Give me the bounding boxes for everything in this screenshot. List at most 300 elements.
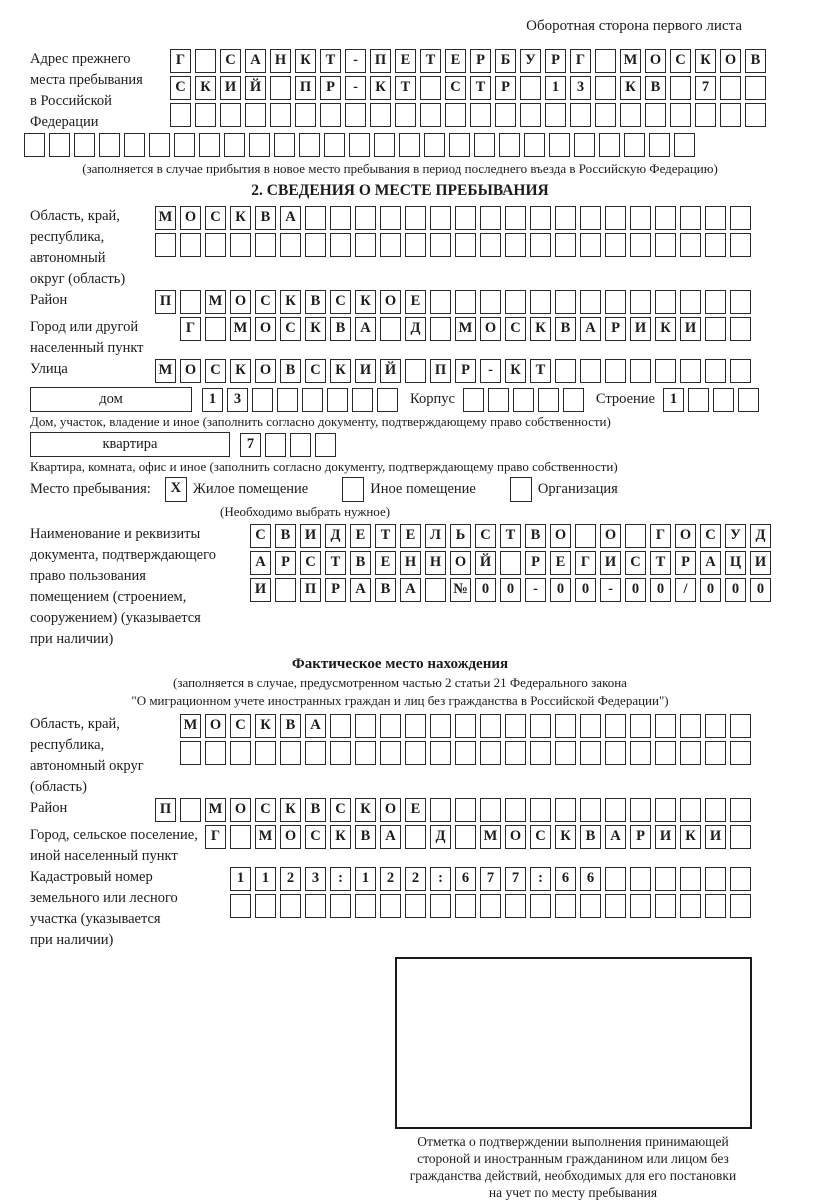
char-cell xyxy=(455,741,476,765)
char-cell xyxy=(630,714,651,738)
char-cell xyxy=(730,798,751,822)
gorod-factual-label xyxy=(30,825,205,867)
char-cell xyxy=(730,290,751,314)
char-cell: С xyxy=(505,317,526,341)
char-cell: Н xyxy=(400,551,421,575)
kvartira-label-box: квартира xyxy=(30,432,230,457)
char-cell xyxy=(555,359,576,383)
checkbox-inoe-pomeshchenie xyxy=(342,477,364,502)
char-cell xyxy=(655,894,676,918)
char-cell: Е xyxy=(445,49,466,73)
char-cell xyxy=(377,388,398,412)
label-line: право пользования xyxy=(30,568,146,584)
char-cell xyxy=(280,233,301,257)
char-cell: О xyxy=(450,551,471,575)
char-cell xyxy=(295,103,316,127)
char-cell: 1 xyxy=(255,867,276,891)
label-line: Город, сельское поселение, xyxy=(30,827,198,843)
char-grid-row xyxy=(170,103,770,127)
char-cell xyxy=(370,103,391,127)
char-cell xyxy=(605,714,626,738)
char-cell: Е xyxy=(395,49,416,73)
char-cell xyxy=(420,76,441,100)
char-cell xyxy=(580,894,601,918)
char-cell xyxy=(630,290,651,314)
char-cell: М xyxy=(180,714,201,738)
char-cell: М xyxy=(230,317,251,341)
char-cell xyxy=(24,133,45,157)
char-cell xyxy=(195,49,216,73)
char-cell xyxy=(555,894,576,918)
char-cell xyxy=(530,714,551,738)
char-cell xyxy=(605,206,626,230)
char-cell: В xyxy=(330,317,351,341)
stroenie-label: Строение xyxy=(595,391,655,407)
char-cell: 1 xyxy=(663,388,684,412)
section2-title: 2. СВЕДЕНИЯ О МЕСТЕ ПРЕБЫВАНИЯ xyxy=(251,182,549,199)
char-cell xyxy=(555,798,576,822)
label-line: Адрес прежнего xyxy=(30,51,131,67)
char-cell: К xyxy=(555,825,576,849)
char-cell xyxy=(395,103,416,127)
char-cell: Е xyxy=(375,551,396,575)
char-cell: О xyxy=(205,714,226,738)
char-cell xyxy=(99,133,120,157)
char-cell: О xyxy=(480,317,501,341)
char-cell: К xyxy=(230,359,251,383)
stamp-caption-line: гражданства действий, необходимых для его постановки xyxy=(409,1168,737,1183)
char-cell: К xyxy=(530,317,551,341)
char-cell: С xyxy=(280,317,301,341)
char-cell xyxy=(220,103,241,127)
char-cell: 3 xyxy=(305,867,326,891)
char-grid-row xyxy=(663,388,763,412)
char-cell: Т xyxy=(470,76,491,100)
char-cell: Т xyxy=(530,359,551,383)
char-cell xyxy=(680,290,701,314)
char-cell: О xyxy=(505,825,526,849)
prev-address-caption: (заполняется в случае прибытия в новое место пребывания в период последнего въезда в Российскую Федерацию) xyxy=(82,161,718,176)
char-cell: 1 xyxy=(545,76,566,100)
char-cell xyxy=(630,206,651,230)
char-cell xyxy=(705,233,726,257)
char-cell: И xyxy=(655,825,676,849)
char-cell: В xyxy=(280,714,301,738)
char-cell xyxy=(405,206,426,230)
char-cell: А xyxy=(700,551,721,575)
char-cell: С xyxy=(530,825,551,849)
char-cell: С xyxy=(220,49,241,73)
char-cell: Д xyxy=(430,825,451,849)
char-grid-row xyxy=(463,388,588,412)
char-cell xyxy=(380,206,401,230)
char-cell xyxy=(405,714,426,738)
field-mesto-prebyvaniya xyxy=(30,476,770,503)
stamp-caption-line: на учет по месту пребывания xyxy=(488,1185,658,1200)
char-cell xyxy=(688,388,709,412)
char-cell xyxy=(199,133,220,157)
char-cell xyxy=(670,76,691,100)
mesto-note: (Необходимо выбрать нужное) xyxy=(220,504,391,519)
char-grid-row xyxy=(240,433,340,457)
char-cell xyxy=(605,798,626,822)
char-cell: Й xyxy=(475,551,496,575)
char-cell: Ц xyxy=(725,551,746,575)
char-cell xyxy=(580,359,601,383)
char-cell xyxy=(649,133,670,157)
char-cell xyxy=(624,133,645,157)
char-cell xyxy=(745,103,766,127)
char-cell: В xyxy=(555,317,576,341)
char-cell xyxy=(290,433,311,457)
char-cell: Т xyxy=(375,524,396,548)
page-header-note: Оборотная сторона первого листа xyxy=(526,18,742,34)
char-cell xyxy=(680,894,701,918)
char-grid-row xyxy=(180,714,770,738)
char-cell: А xyxy=(280,206,301,230)
char-cell: 6 xyxy=(455,867,476,891)
char-cell xyxy=(563,388,584,412)
char-cell: 3 xyxy=(570,76,591,100)
char-cell: Й xyxy=(245,76,266,100)
char-cell xyxy=(580,290,601,314)
char-cell: В xyxy=(305,798,326,822)
char-cell xyxy=(270,76,291,100)
char-cell: К xyxy=(305,317,326,341)
char-cell: И xyxy=(680,317,701,341)
char-cell xyxy=(430,798,451,822)
char-cell: В xyxy=(355,825,376,849)
field-oblast xyxy=(30,206,770,290)
option-label-zhiloe: Жилое помещение xyxy=(192,481,309,497)
char-cell xyxy=(630,359,651,383)
kvartira-caption: Квартира, комната, офис и иное (заполнить согласно документу, подтверждающему право собственности) xyxy=(30,459,618,474)
char-cell xyxy=(555,233,576,257)
raion-factual-label: Район xyxy=(30,800,68,816)
char-cell xyxy=(252,388,273,412)
char-cell: А xyxy=(250,551,271,575)
checkbox-organizatsiya xyxy=(510,477,532,502)
char-cell: 0 xyxy=(575,578,596,602)
char-cell xyxy=(570,103,591,127)
char-cell xyxy=(355,894,376,918)
char-cell: Р xyxy=(545,49,566,73)
char-cell: И xyxy=(355,359,376,383)
char-grid-row xyxy=(155,290,770,314)
char-cell: К xyxy=(680,825,701,849)
char-cell: И xyxy=(630,317,651,341)
char-cell: К xyxy=(195,76,216,100)
char-grid-row xyxy=(180,317,770,341)
char-grid-row xyxy=(180,741,770,765)
field-oblast-factual xyxy=(30,714,770,798)
char-cell xyxy=(355,741,376,765)
char-cell xyxy=(275,578,296,602)
char-cell: О xyxy=(230,798,251,822)
char-cell xyxy=(255,233,276,257)
char-cell: В xyxy=(350,551,371,575)
char-grid-row xyxy=(170,76,770,100)
label-line: населенный пункт xyxy=(30,340,144,356)
option-label-inoe: Иное помещение xyxy=(370,481,476,497)
char-cell xyxy=(655,290,676,314)
char-cell: С xyxy=(255,798,276,822)
char-cell: Е xyxy=(350,524,371,548)
char-cell xyxy=(655,741,676,765)
char-cell: П xyxy=(155,798,176,822)
char-cell xyxy=(180,798,201,822)
char-cell: 1 xyxy=(355,867,376,891)
char-cell xyxy=(430,290,451,314)
char-cell xyxy=(680,867,701,891)
char-cell xyxy=(430,233,451,257)
char-cell: 2 xyxy=(405,867,426,891)
char-cell: Ь xyxy=(450,524,471,548)
char-cell: А xyxy=(380,825,401,849)
char-cell xyxy=(230,233,251,257)
char-cell: 0 xyxy=(725,578,746,602)
char-cell xyxy=(180,233,201,257)
raion-label: Район xyxy=(30,292,68,308)
char-cell xyxy=(330,894,351,918)
char-cell: Е xyxy=(405,290,426,314)
char-cell xyxy=(555,290,576,314)
char-cell xyxy=(530,894,551,918)
char-cell: И xyxy=(220,76,241,100)
char-cell xyxy=(488,388,509,412)
char-cell xyxy=(349,133,370,157)
prev-address-grid xyxy=(170,49,770,130)
char-cell xyxy=(305,233,326,257)
char-cell xyxy=(49,133,70,157)
char-cell: Т xyxy=(325,551,346,575)
label-line: места пребывания xyxy=(30,72,143,88)
char-cell: К xyxy=(280,290,301,314)
char-cell: С xyxy=(445,76,466,100)
char-cell: 0 xyxy=(550,578,571,602)
char-cell xyxy=(680,233,701,257)
char-grid-row xyxy=(202,388,402,412)
char-cell: 0 xyxy=(625,578,646,602)
char-cell: О xyxy=(230,290,251,314)
char-cell xyxy=(249,133,270,157)
label-line: Наименование и реквизиты xyxy=(30,526,201,542)
char-cell: Д xyxy=(325,524,346,548)
char-cell: Л xyxy=(425,524,446,548)
label-line: Федерации xyxy=(30,114,99,130)
char-cell xyxy=(470,103,491,127)
char-cell: 7 xyxy=(480,867,501,891)
char-cell: С xyxy=(170,76,191,100)
char-cell: С xyxy=(305,359,326,383)
char-cell xyxy=(380,233,401,257)
char-cell xyxy=(705,798,726,822)
char-cell: С xyxy=(205,206,226,230)
dom-label-box: дом xyxy=(30,387,192,412)
char-cell: А xyxy=(355,317,376,341)
char-cell: А xyxy=(605,825,626,849)
char-cell xyxy=(605,359,626,383)
char-cell xyxy=(380,317,401,341)
char-cell xyxy=(720,103,741,127)
char-cell: К xyxy=(355,290,376,314)
char-cell: К xyxy=(355,798,376,822)
char-cell xyxy=(505,741,526,765)
char-cell: В xyxy=(305,290,326,314)
char-cell xyxy=(655,359,676,383)
char-cell xyxy=(730,741,751,765)
char-cell xyxy=(245,103,266,127)
char-cell: У xyxy=(725,524,746,548)
char-cell: И xyxy=(750,551,771,575)
char-grid-row xyxy=(155,798,770,822)
field-gorod xyxy=(30,317,770,359)
char-cell xyxy=(302,388,323,412)
char-cell: О xyxy=(720,49,741,73)
char-cell xyxy=(463,388,484,412)
char-cell xyxy=(655,206,676,230)
char-cell: П xyxy=(300,578,321,602)
label-line: республика, xyxy=(30,229,105,245)
char-cell: С xyxy=(255,290,276,314)
char-cell xyxy=(405,894,426,918)
label-line: участка (указывается xyxy=(30,911,161,927)
char-cell xyxy=(420,103,441,127)
char-cell: С xyxy=(330,798,351,822)
char-cell xyxy=(595,103,616,127)
char-cell xyxy=(705,359,726,383)
char-cell xyxy=(180,290,201,314)
label-line: при наличии) xyxy=(30,631,114,647)
char-cell xyxy=(505,233,526,257)
char-cell xyxy=(345,103,366,127)
char-cell: Т xyxy=(320,49,341,73)
char-cell xyxy=(374,133,395,157)
char-cell: Р xyxy=(275,551,296,575)
char-cell: К xyxy=(655,317,676,341)
char-cell: Т xyxy=(420,49,441,73)
char-cell xyxy=(705,317,726,341)
label-line: округ (область) xyxy=(30,271,126,287)
char-cell xyxy=(270,103,291,127)
char-cell: Г xyxy=(570,49,591,73)
char-cell xyxy=(730,825,751,849)
char-cell: К xyxy=(230,206,251,230)
char-cell: О xyxy=(180,206,201,230)
char-cell xyxy=(549,133,570,157)
char-cell xyxy=(455,798,476,822)
char-cell: П xyxy=(430,359,451,383)
char-cell: К xyxy=(695,49,716,73)
char-cell xyxy=(530,233,551,257)
confirmation-stamp-box xyxy=(395,957,752,1129)
char-cell: О xyxy=(180,359,201,383)
char-cell xyxy=(555,741,576,765)
char-cell: 3 xyxy=(227,388,248,412)
char-cell xyxy=(174,133,195,157)
field-prev-address xyxy=(30,49,770,133)
char-cell xyxy=(730,359,751,383)
char-cell: К xyxy=(370,76,391,100)
char-cell: 6 xyxy=(555,867,576,891)
char-cell xyxy=(530,206,551,230)
char-cell xyxy=(405,825,426,849)
char-cell: В xyxy=(275,524,296,548)
label-line: иной населенный пункт xyxy=(30,848,178,864)
char-cell: 6 xyxy=(580,867,601,891)
char-cell: П xyxy=(155,290,176,314)
factual-caption-line: (заполняется в случае, предусмотренном частью 2 статьи 21 Федерального закона xyxy=(173,675,627,690)
char-cell: Г xyxy=(650,524,671,548)
label-line: земельного или лесного xyxy=(30,890,178,906)
char-cell xyxy=(380,714,401,738)
char-cell: М xyxy=(480,825,501,849)
char-cell: С xyxy=(250,524,271,548)
char-cell xyxy=(645,103,666,127)
char-cell xyxy=(555,714,576,738)
char-cell xyxy=(355,714,376,738)
char-cell xyxy=(738,388,759,412)
char-cell xyxy=(630,867,651,891)
char-grid-row-overflow xyxy=(24,133,770,157)
char-cell xyxy=(455,290,476,314)
char-cell: - xyxy=(480,359,501,383)
char-cell xyxy=(555,206,576,230)
char-cell: К xyxy=(330,825,351,849)
char-cell xyxy=(580,741,601,765)
char-cell xyxy=(530,798,551,822)
char-grid-row xyxy=(230,894,770,918)
prev-address-label xyxy=(30,49,170,133)
char-cell xyxy=(330,206,351,230)
char-cell: Р xyxy=(470,49,491,73)
char-grid-row xyxy=(250,524,775,548)
char-cell xyxy=(574,133,595,157)
char-cell: И xyxy=(705,825,726,849)
label-line: помещением (строением, xyxy=(30,589,187,605)
char-cell xyxy=(124,133,145,157)
char-cell xyxy=(480,714,501,738)
char-cell: - xyxy=(345,76,366,100)
char-cell xyxy=(580,233,601,257)
char-cell xyxy=(505,894,526,918)
char-cell xyxy=(575,524,596,548)
char-cell xyxy=(430,206,451,230)
char-grid-row xyxy=(155,359,770,383)
char-cell xyxy=(425,578,446,602)
char-cell: Й xyxy=(380,359,401,383)
label-line: Город или другой xyxy=(30,319,139,335)
char-cell: В xyxy=(375,578,396,602)
char-cell: Н xyxy=(270,49,291,73)
char-cell: 0 xyxy=(700,578,721,602)
char-cell: Е xyxy=(550,551,571,575)
char-cell: 0 xyxy=(750,578,771,602)
label-line: автономный округ xyxy=(30,758,144,774)
char-cell: О xyxy=(255,359,276,383)
char-cell: О xyxy=(280,825,301,849)
char-cell xyxy=(495,103,516,127)
char-cell: Г xyxy=(180,317,201,341)
label-line: при наличии) xyxy=(30,932,114,948)
char-cell: К xyxy=(280,798,301,822)
char-cell: С xyxy=(305,825,326,849)
char-cell xyxy=(630,798,651,822)
char-grid-row xyxy=(170,49,770,73)
char-cell xyxy=(713,388,734,412)
char-cell: Р xyxy=(525,551,546,575)
char-cell: 0 xyxy=(500,578,521,602)
